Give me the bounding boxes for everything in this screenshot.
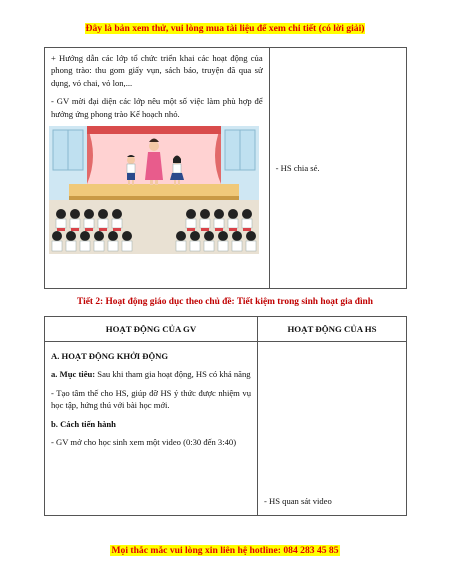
student-activity-cell: [258, 342, 407, 516]
objective-point: - Tạo tâm thế cho HS, giúp đỡ HS ý thức được nhiệm vụ học tập, hứng thú với bài học mới.: [51, 387, 251, 411]
table-header-row: [45, 317, 407, 342]
student-activity-cell: [269, 48, 406, 289]
activity-table-continued: [44, 47, 407, 289]
hotline-text: Mọi thắc mắc vui lòng xin liên hệ hotline: 084 283 45 85: [111, 545, 339, 556]
section-title: Tiết 2: Hoạt động giáo dục theo chủ đề: Tiết kiệm trong sinh hoạt gia đình: [77, 297, 373, 307]
table-row: [45, 48, 407, 289]
method-point: - GV mở cho học sinh xem một video (0:30 đến 3:40): [51, 437, 237, 448]
objective-text: Sau khi tham gia hoạt động, HS có khả năng: [95, 369, 251, 380]
teacher-activity-cell: [45, 48, 270, 289]
student-share-text: - HS chia sẻ.: [275, 162, 320, 173]
heading-warm-up: A. HOẠT ĐỘNG KHỞI ĐỘNG: [51, 351, 169, 361]
student-watch-text: - HS quan sát video: [264, 495, 332, 506]
paragraph-invite: - GV mời đại diện các lớp nêu một số việc làm phù hợp để hưởng ứng phong trào Kế hoạch nhỏ.: [51, 96, 263, 119]
header-student-activity: HOẠT ĐỘNG CỦA HS: [258, 317, 407, 342]
header-teacher-activity: HOẠT ĐỘNG CỦA GV: [45, 317, 258, 342]
classroom-stage-illustration: [49, 126, 259, 254]
top-banner: [0, 23, 450, 34]
lesson-activity-table: [44, 316, 407, 516]
objective-label: a. Mục tiêu:: [51, 369, 96, 380]
objective-paragraph: [51, 368, 251, 380]
paragraph-instructions: + Hướng dẫn các lớp tổ chức triển khai các hoạt động của phong trào: thu gom giấy vụn, sách báo, truyện đã qua sử dụng, vỏ chai, vỏ lon,...: [51, 53, 263, 88]
teacher-activity-cell: [45, 342, 258, 516]
method-label: b. Cách tiến hành: [51, 418, 116, 429]
top-banner-text: Đây là bản xem thử, vui lòng mua tài liệu để xem chi tiết (có lời giải): [85, 23, 365, 34]
bottom-banner: [0, 545, 450, 556]
table-row: [45, 342, 407, 516]
